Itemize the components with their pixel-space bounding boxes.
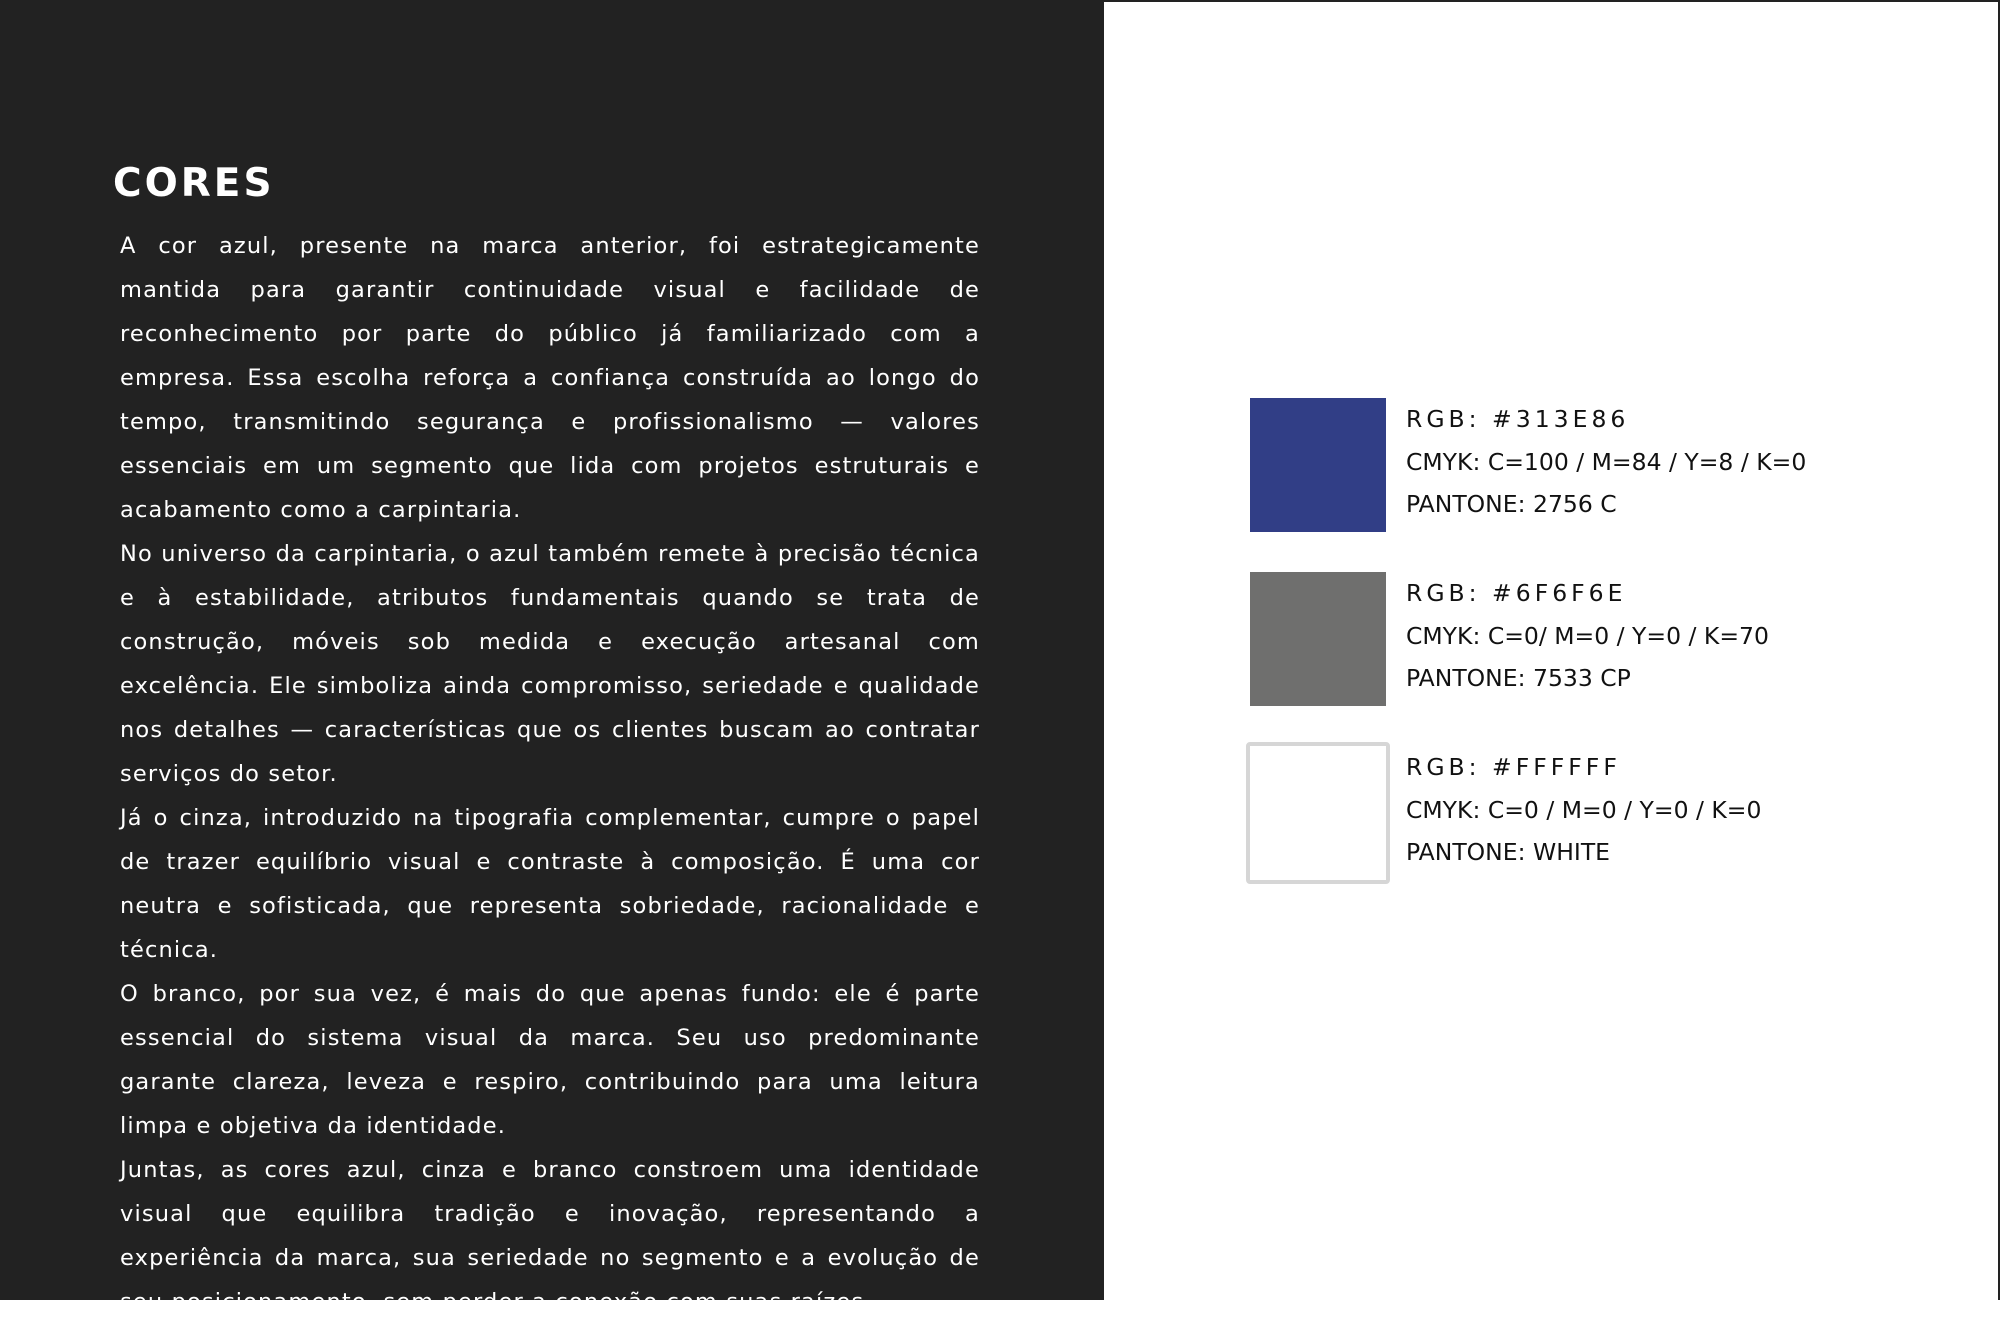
pantone-value: PANTONE: 2756 C [1406, 490, 1617, 518]
pantone-value: PANTONE: WHITE [1406, 838, 1611, 866]
color-swatch-white [1246, 742, 1390, 884]
paragraph-summary: Juntas, as cores azul, cinza e branco constroem uma identidade visual que equilibra tradição e inovação, representando a experiência da marca, sua seriedade no segmento e a evolução de seu posicionamento, sem perder a conexão com suas raízes. [120, 1157, 980, 1315]
rgb-value: RGB: #FFFFFF [1406, 753, 1621, 781]
cmyk-value: CMYK: C=0/ M=0 / Y=0 / K=70 [1406, 621, 1769, 650]
cmyk-value: CMYK: C=100 / M=84 / Y=8 / K=0 [1406, 447, 1807, 476]
paragraph-white: O branco, por sua vez, é mais do que apenas fundo: ele é parte essencial do sistema visual da marca. Seu uso predominante garante clareza, leveza e respiro, contribuindo para uma leitura limpa e objetiva da identidade. [120, 981, 980, 1139]
section-body [120, 224, 980, 1324]
color-swatch-gray [1250, 572, 1386, 706]
color-swatch-blue [1250, 398, 1386, 532]
color-spec-gray [1406, 572, 1769, 700]
section-title: CORES [113, 161, 275, 206]
rgb-value: RGB: #313E86 [1406, 405, 1630, 433]
color-spec-white [1406, 746, 1761, 874]
cmyk-value: CMYK: C=0 / M=0 / Y=0 / K=0 [1406, 795, 1762, 824]
rgb-value: RGB: #6F6F6E [1406, 579, 1627, 607]
color-spec-blue [1406, 398, 1806, 526]
pantone-value: PANTONE: 7533 CP [1406, 664, 1631, 692]
paragraph-blue: A cor azul, presente na marca anterior, foi estrategicamente mantida para garantir continuidade visual e facilidade de reconhecimento por parte do público já familiarizado com a empresa. Essa escolha reforça a confiança construída ao longo do tempo, transmitindo segurança e profissionalismo — valores essenciais em um segmento que lida com projetos estruturais e acabamento como a carpintaria. [120, 233, 980, 523]
paragraph-carpentry: No universo da carpintaria, o azul também remete à precisão técnica e à estabilidade, atributos fundamentais quando se trata de construção, móveis sob medida e execução artesanal com excelência. Ele simboliza ainda compromisso, seriedade e qualidade nos detalhes — características que os clientes buscam ao contratar serviços do setor. [120, 541, 980, 787]
paragraph-gray: Já o cinza, introduzido na tipografia complementar, cumpre o papel de trazer equilíbrio visual e contraste à composição. É uma cor neutra e sofisticada, que representa sobriedade, racionalidade e técnica. [120, 805, 980, 963]
